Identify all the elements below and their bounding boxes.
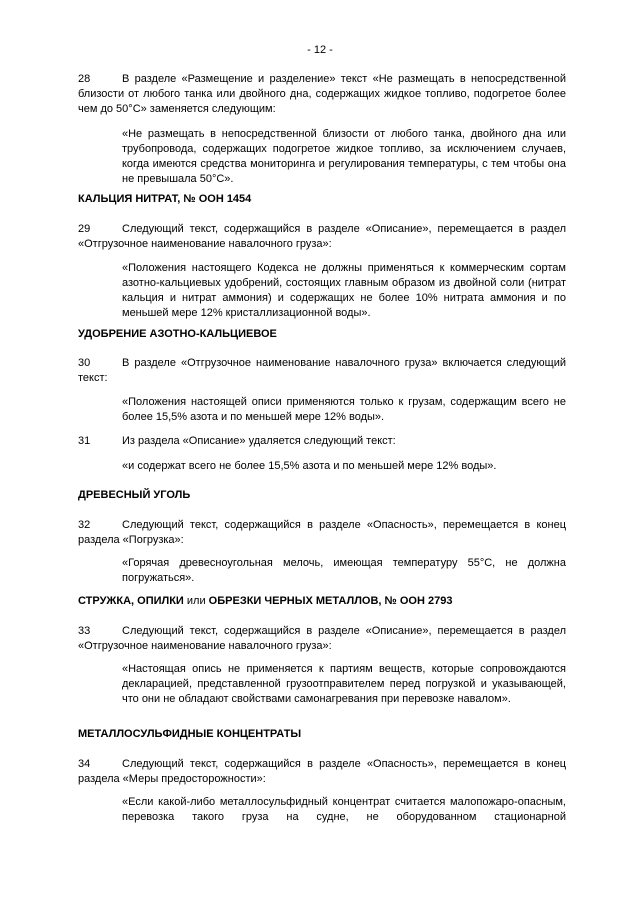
heading-part: ОБРЕЗКИ ЧЕРНЫХ МЕТАЛЛОВ, № ООН 2793 — [205, 595, 453, 607]
quote-33: «Настоящая опись не применяется к партиям веществ, которые сопровождаются декларацией, представленной грузоотправителем перед погрузкой и указывающей, что они не обладают свойствами самонагревания при перевозке навалом». — [122, 663, 566, 705]
paragraph-number: 31 — [78, 435, 91, 447]
paragraph-text: В разделе «Отгрузочное наименование навалочного груза» включается следующий текст: — [78, 357, 566, 384]
heading-charcoal: ДРЕВЕСНЫЙ УГОЛЬ — [78, 489, 191, 501]
paragraph-31 — [78, 434, 566, 449]
paragraph-number: 28 — [78, 73, 91, 85]
paragraph-text: Из раздела «Описание» удаляется следующий текст: — [122, 435, 396, 447]
quote-32: «Горячая древесноугольная мелочь, имеющая температуру 55°C, не должна погружаться». — [122, 557, 566, 584]
quote-29: «Положения настоящего Кодекса не должны применяться к коммерческим сортам азотно-кальциевых удобрений, состоящих главным образом из двойной соли (нитрат кальция и нитрат аммония) и содержащих не более 10% нитрата аммония и по меньшей мере 12% кристаллизационной воды». — [122, 262, 566, 319]
paragraph-number: 32 — [78, 519, 91, 531]
quote-28: «Не размещать в непосредственной близости от любого танка, двойного дна или трубопровода, содержащих подогретое жидкое топливо, за исключением случаев, когда имеются средства мониторинга и регулирования температуры, с тем чтобы она не превышала 50°C». — [122, 128, 566, 185]
quote-34: «Если какой-либо металлосульфидный концентрат считается малопожаро-опасным, перевозка такого груза на судне, не оборудованном стационарной — [122, 796, 566, 823]
heading-calcium-nitrate: КАЛЬЦИЯ НИТРАТ, № ООН 1454 — [78, 193, 252, 205]
paragraph-32 — [78, 518, 566, 548]
paragraph-number: 29 — [78, 223, 91, 235]
heading-ferrous-metal — [78, 594, 566, 609]
quote-30: «Положения настоящей описи применяются только к грузам, содержащим всего не более 15,5% азота и по меньшей мере 12% воды». — [122, 396, 566, 423]
paragraph-number: 30 — [78, 357, 91, 369]
page-number: - 12 - — [307, 44, 333, 56]
paragraph-28 — [78, 72, 566, 117]
paragraph-text: Следующий текст, содержащийся в разделе «Описание», перемещается в раздел «Отгрузочное наименование навалочного груза»: — [78, 625, 566, 652]
paragraph-text: В разделе «Размещение и разделение» текст «Не размещать в непосредственной близости от любого танка или двойного дна, содержащих жидкое топливо, подогретое более чем до 50°C» заменяется следующим: — [78, 73, 566, 115]
paragraph-33 — [78, 624, 566, 654]
paragraph-number: 33 — [78, 625, 91, 637]
paragraph-30 — [78, 356, 566, 386]
paragraph-text: Следующий текст, содержащийся в разделе «Опасность», перемещается в конец раздела «Погрузка»: — [78, 519, 566, 546]
heading-calcium-ammonium-fertilizer: УДОБРЕНИЕ АЗОТНО-КАЛЬЦИЕВОЕ — [78, 328, 277, 340]
paragraph-text: Следующий текст, содержащийся в разделе «Описание», перемещается в раздел «Отгрузочное наименование навалочного груза»: — [78, 223, 566, 250]
heading-part: СТРУЖКА, ОПИЛКИ — [78, 595, 187, 607]
paragraph-34 — [78, 757, 566, 787]
quote-31: «и содержат всего не более 15,5% азота и по меньшей мере 12% воды». — [122, 460, 497, 472]
paragraph-number: 34 — [78, 758, 91, 770]
heading-or-word: или — [186, 595, 206, 607]
heading-metal-sulphide-concentrates: МЕТАЛЛОСУЛЬФИДНЫЕ КОНЦЕНТРАТЫ — [78, 728, 302, 740]
paragraph-29 — [78, 222, 566, 252]
paragraph-text: Следующий текст, содержащийся в разделе «Опасность», перемещается в конец раздела «Меры предосторожности»: — [78, 758, 566, 785]
